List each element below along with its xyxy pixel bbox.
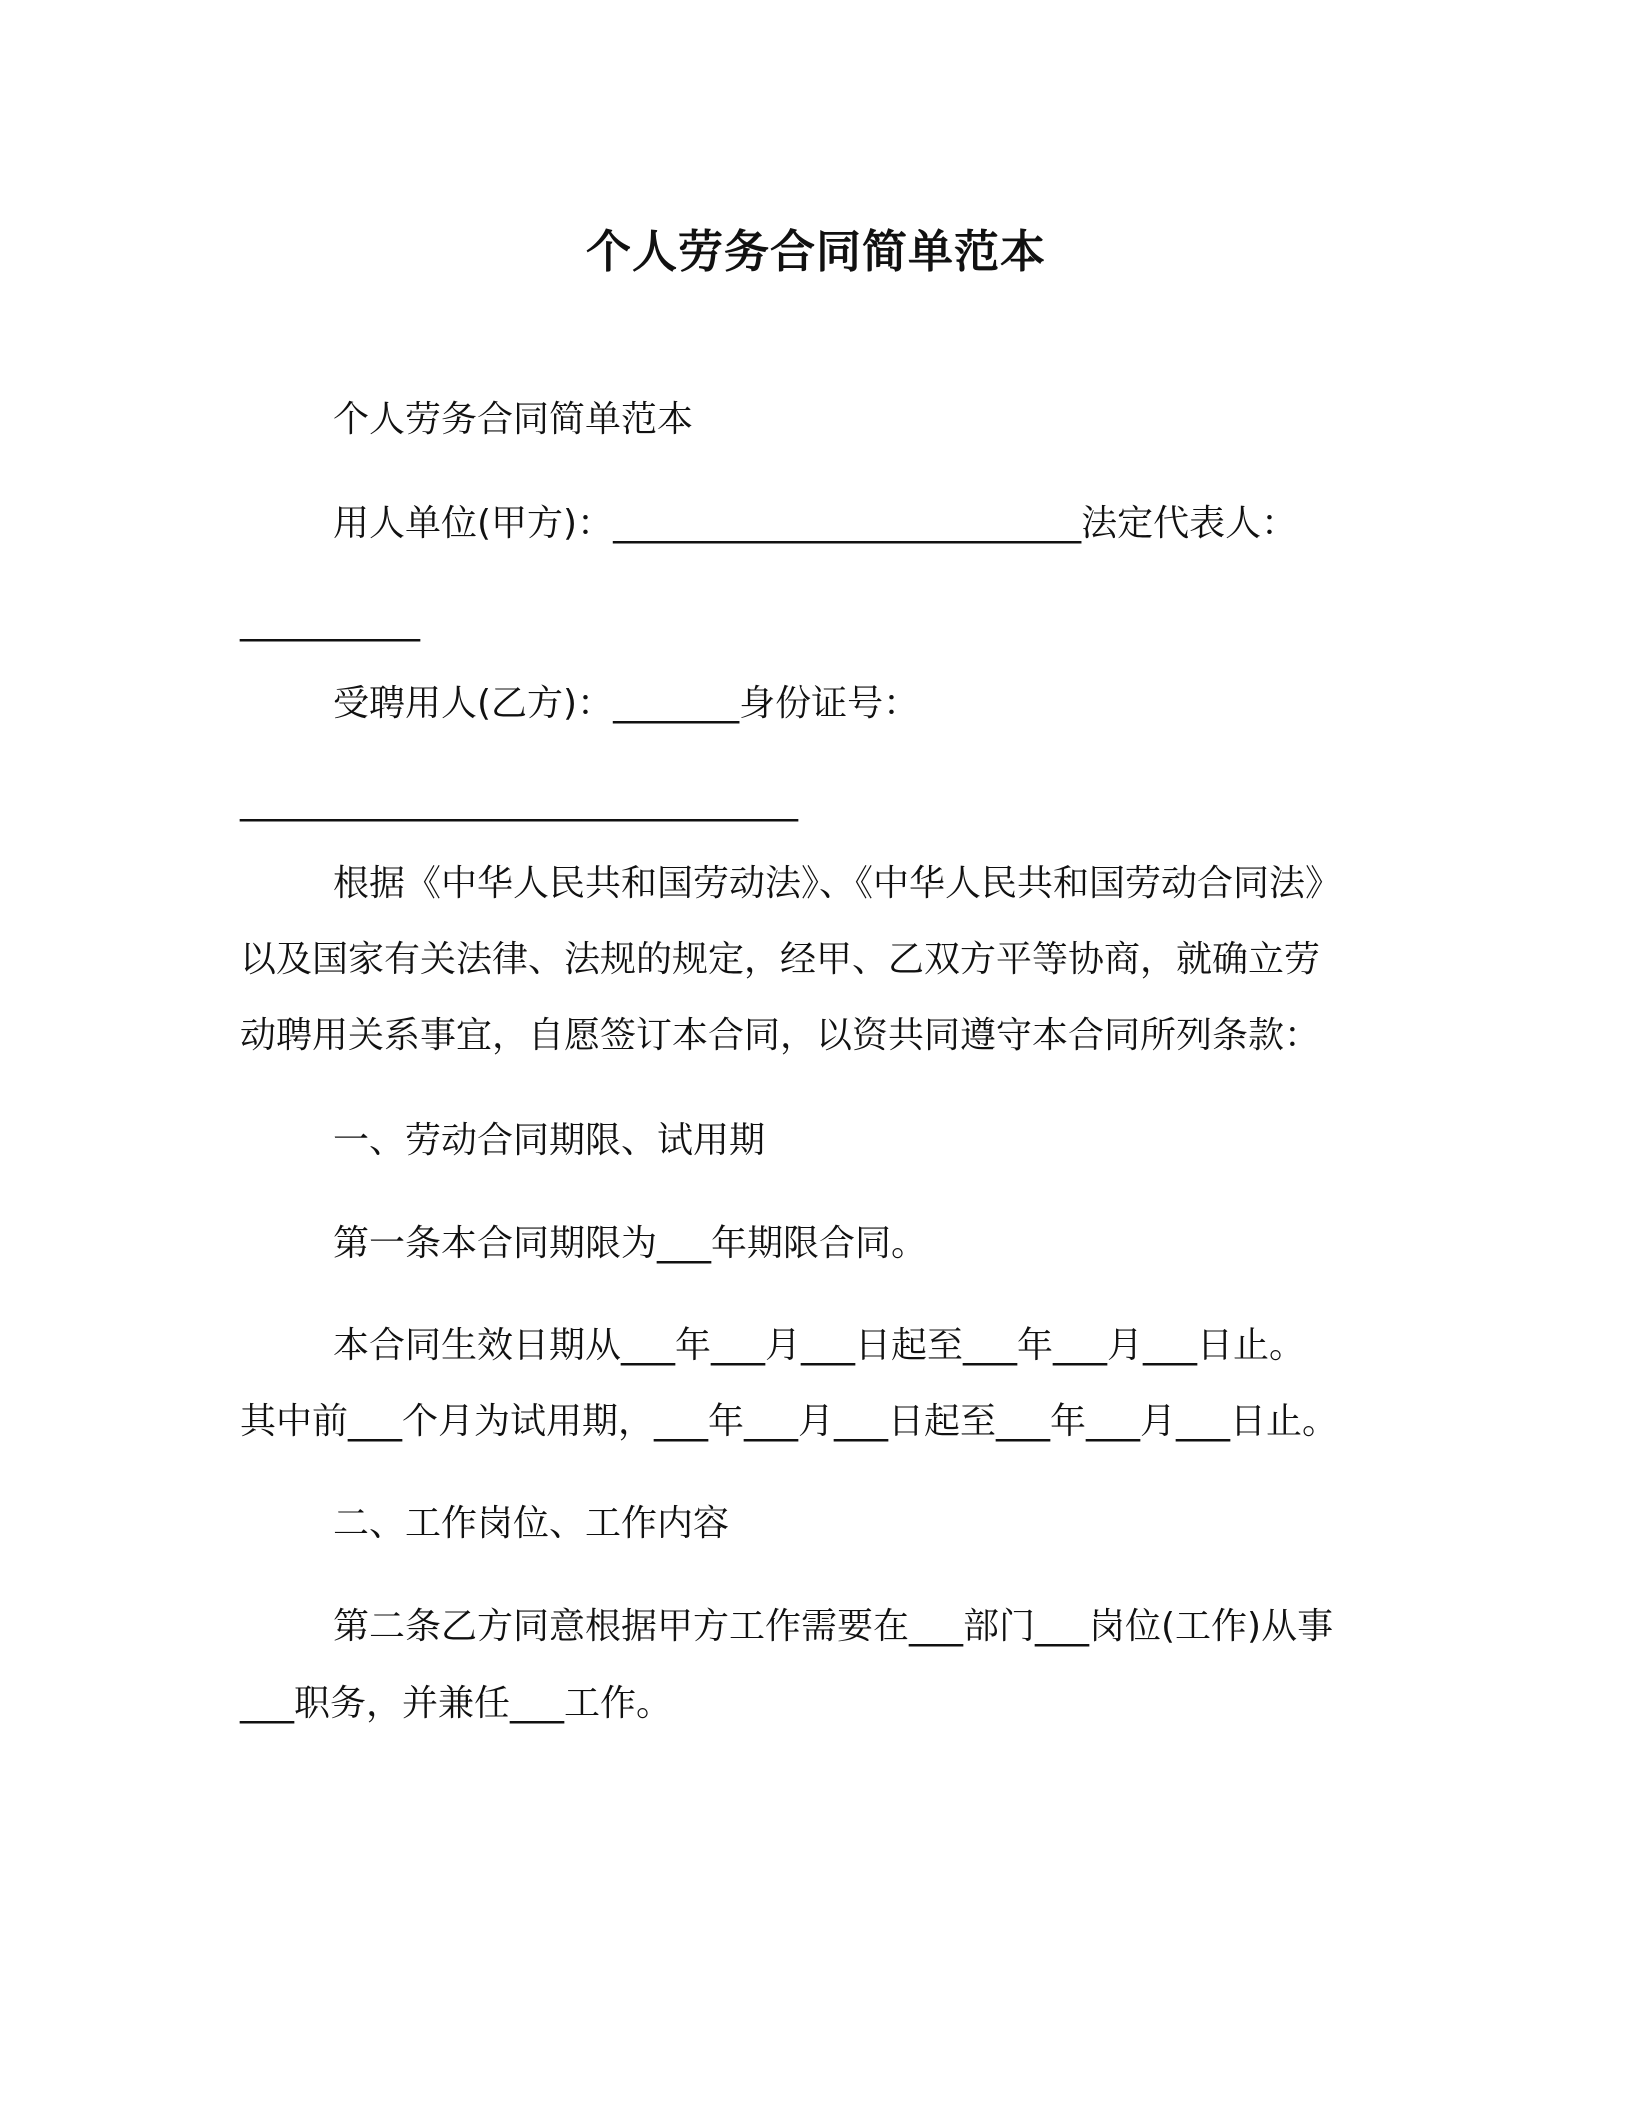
- preamble-line-1: 根据《中华人民共和国劳动法》、《中华人民共和国劳动合同法》: [333, 863, 1342, 904]
- employee-line: 受聘用人(乙方)：_______身份证号：: [333, 683, 920, 724]
- section-heading-1: 一、劳动合同期限、试用期: [333, 1120, 766, 1161]
- subtitle-line: 个人劳务合同简单范本: [333, 399, 694, 440]
- legal-rep-blank-line: __________: [240, 601, 420, 642]
- employer-line: 用人单位(甲方)：__________________________法定代表人：: [333, 503, 1298, 544]
- preamble-line-3: 动聘用关系事宜，自愿签订本合同，以资共同遵守本合同所列条款：: [240, 1015, 1321, 1056]
- section-heading-2: 二、工作岗位、工作内容: [333, 1503, 730, 1544]
- probation-line: 其中前___个月为试用期，___年___月___日起至___年___月___日止。: [240, 1401, 1339, 1442]
- article-1-line: 第一条本合同期限为___年期限合同。: [333, 1223, 928, 1264]
- document-title: 个人劳务合同简单范本: [585, 225, 1046, 278]
- article-2-line-1: 第二条乙方同意根据甲方工作需要在___部门___岗位(工作)从事: [333, 1606, 1334, 1647]
- effective-date-line: 本合同生效日期从___年___月___日起至___年___月___日止。: [333, 1325, 1306, 1366]
- article-2-line-2: ___职务，并兼任___工作。: [240, 1683, 673, 1724]
- id-number-blank-line: _______________________________: [240, 781, 798, 822]
- preamble-line-2: 以及国家有关法律、法规的规定，经甲、乙双方平等协商，就确立劳: [240, 939, 1321, 980]
